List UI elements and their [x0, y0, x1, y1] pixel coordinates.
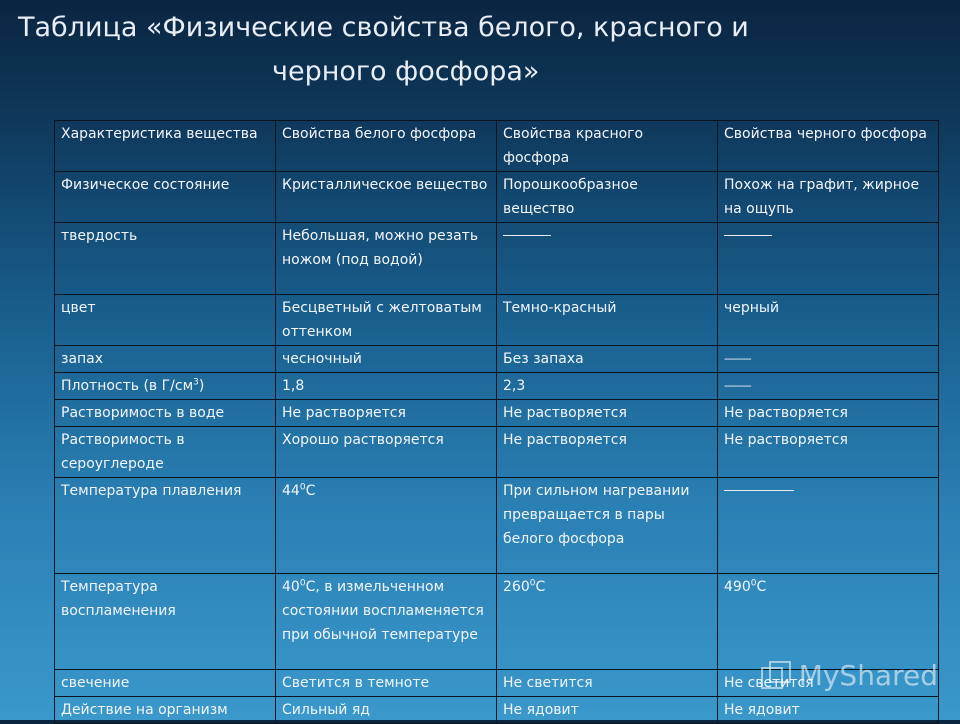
table-cell: Температура воспламенения [55, 574, 276, 670]
temp-unit: С [756, 579, 767, 595]
table-cell: Физическое состояние [55, 172, 276, 223]
watermark [759, 658, 938, 692]
phosphorus-properties-table [54, 120, 939, 724]
table-cell: 2,3 [497, 373, 718, 400]
table-cell: Темно-красный [497, 295, 718, 346]
header-cell: Свойства черного фосфора [718, 121, 939, 172]
table-cell: При сильном нагревании превращается в пары белого фосфора [497, 478, 718, 574]
table-cell: Растворимость в воде [55, 400, 276, 427]
table-row [55, 223, 939, 295]
table-header-row [55, 121, 939, 172]
table-row [55, 373, 939, 400]
table-row [55, 478, 939, 574]
slide-title [0, 6, 960, 94]
table-cell: Бесцветный с желтоватым оттенком [276, 295, 497, 346]
degree-superscript: 0 [299, 482, 306, 493]
table-cell: Не светится [718, 670, 939, 697]
table-row [55, 172, 939, 223]
temp-value: 490 [724, 579, 751, 595]
title-line-2: черного фосфора» [272, 56, 540, 87]
paren: ) [198, 378, 205, 394]
table-cell: Порошкообразное вещество [497, 172, 718, 223]
table-cell [276, 574, 497, 670]
table-row [55, 400, 939, 427]
table-cell: цвет [55, 295, 276, 346]
table-cell: --------- [718, 346, 939, 373]
temp-unit: С [535, 579, 546, 595]
table-cell: Растворимость в сероуглероде [55, 427, 276, 478]
myshared-logo-icon [759, 658, 793, 692]
table-cell: Похож на графит, жирное на ощупь [718, 172, 939, 223]
table-cell: Не растворяется [718, 427, 939, 478]
temp-value: 260 [503, 579, 530, 595]
table-cell: черный [718, 295, 939, 346]
temp-unit: С [305, 483, 316, 499]
table-cell: Кристаллическое вещество [276, 172, 497, 223]
table-cell [276, 478, 497, 574]
table-cell: Не растворяется [497, 400, 718, 427]
table-cell: Светится в темноте [276, 670, 497, 697]
table-cell: запах [55, 346, 276, 373]
table-cell [497, 223, 718, 295]
table-cell [718, 574, 939, 670]
table-cell: Не растворяется [497, 427, 718, 478]
density-label: Плотность (в Г/см [61, 378, 194, 394]
title-line-1: Таблица «Физические свойства белого, красного и [18, 12, 749, 43]
table-cell: Сильный яд [276, 697, 497, 724]
header-cell: Характеристика вещества [55, 121, 276, 172]
table-row [55, 427, 939, 478]
table-cell [718, 223, 939, 295]
header-cell: Свойства белого фосфора [276, 121, 497, 172]
table-row [55, 574, 939, 670]
table-cell: свечение [55, 670, 276, 697]
table-row [55, 295, 939, 346]
table-cell: Без запаха [497, 346, 718, 373]
table-cell: 1,8 [276, 373, 497, 400]
blank-line [503, 224, 551, 236]
temp-value: 44 [282, 483, 300, 499]
table-cell [55, 373, 276, 400]
table-cell: Температура плавления [55, 478, 276, 574]
table-row [55, 697, 939, 724]
table-cell: Не растворяется [718, 400, 939, 427]
unit-superscript: 3 [193, 377, 199, 388]
degree-superscript: 0 [299, 578, 306, 589]
header-cell: Свойства красного фосфора [497, 121, 718, 172]
table-cell: твердость [55, 223, 276, 295]
table-cell: чесночный [276, 346, 497, 373]
table-cell: Не ядовит [718, 697, 939, 724]
table-cell: Хорошо растворяется [276, 427, 497, 478]
table-cell: Не растворяется [276, 400, 497, 427]
table-cell: Не ядовит [497, 697, 718, 724]
table-cell: --------- [718, 373, 939, 400]
degree-superscript: 0 [529, 578, 536, 589]
temp-value: 40 [282, 579, 300, 595]
table-cell [718, 478, 939, 574]
blank-line [724, 224, 772, 236]
table-cell: Небольшая, можно резать ножом (под водой) [276, 223, 497, 295]
table-cell: Не светится [497, 670, 718, 697]
blank-line [724, 479, 794, 491]
watermark-text: MyShared [798, 658, 938, 692]
degree-superscript: 0 [750, 578, 757, 589]
table-cell [497, 574, 718, 670]
table-row [55, 346, 939, 373]
temp-text: С, в измельченном состоянии воспламеняется при обычной температуре [282, 579, 484, 643]
table-cell: Действие на организм [55, 697, 276, 724]
